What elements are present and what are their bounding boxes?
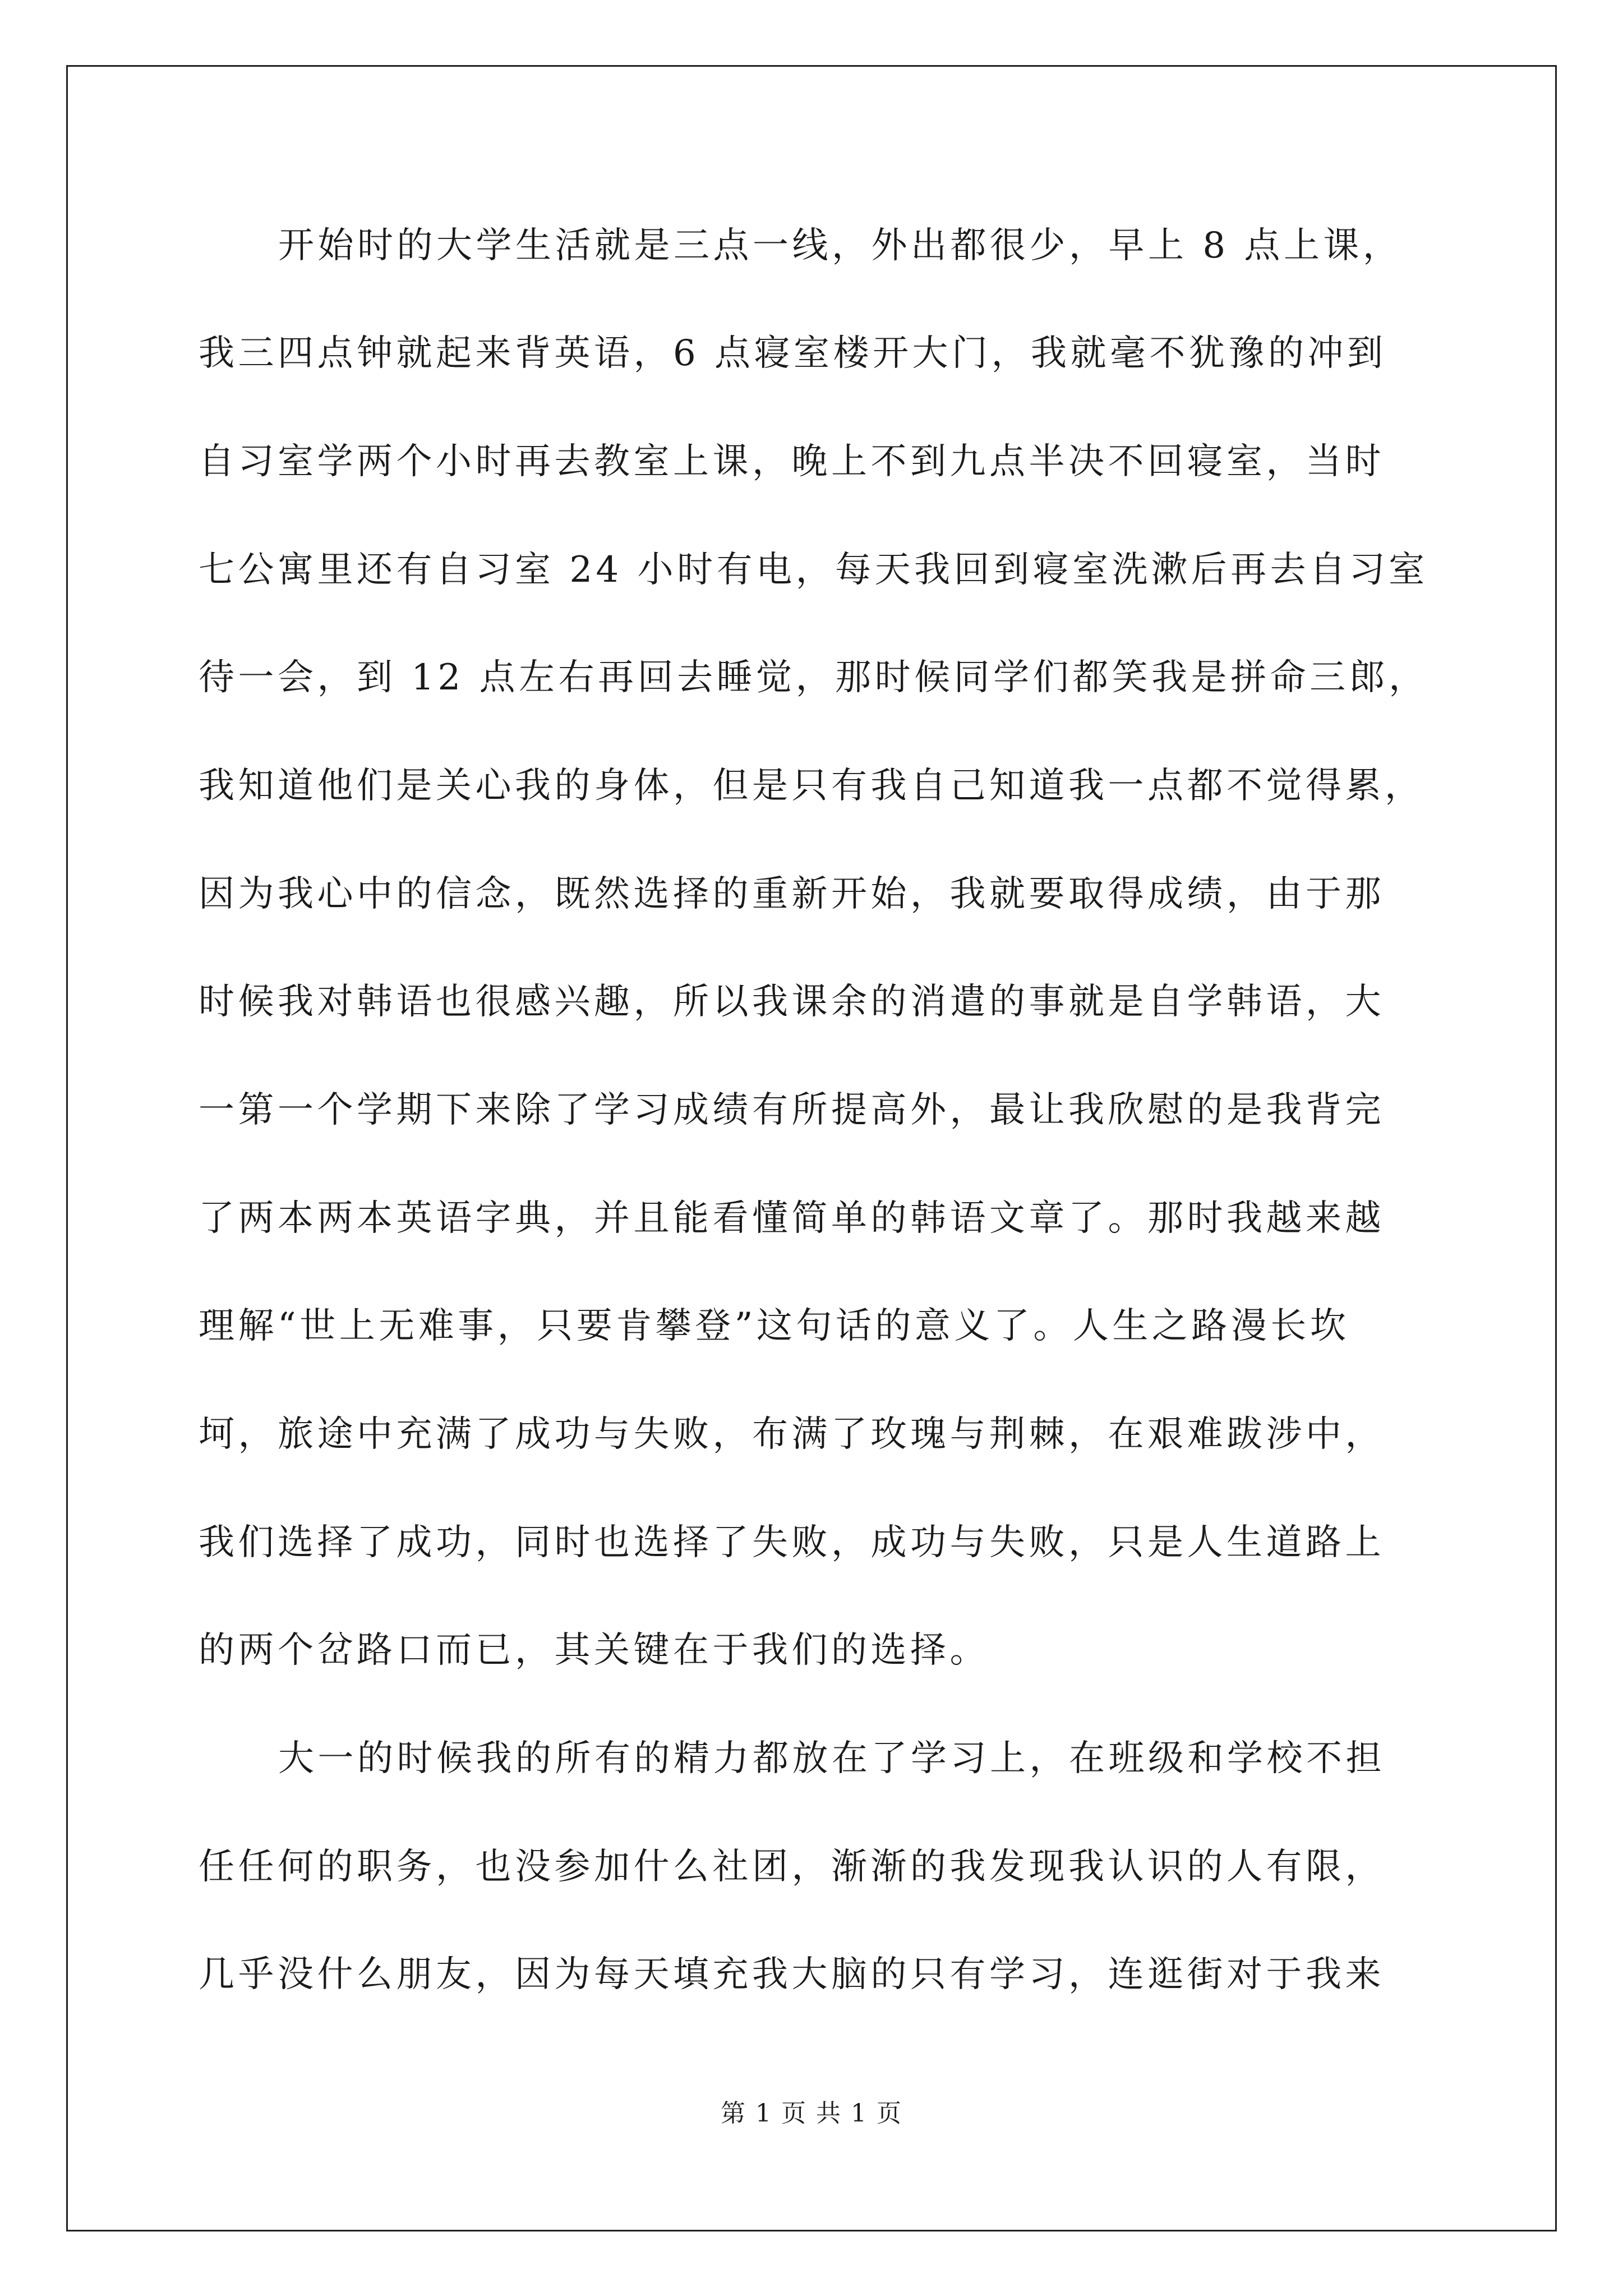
paragraph-1-line-1: 开始时的大学生活就是三点一线，外出都很少，早上 8 点上课， [278,225,1403,266]
paragraph-1-line-11: 理解“世上无难事，只要肯攀登”这句话的意义了。人生之路漫长坎 [199,1305,1350,1347]
paragraph-2-line-2: 任任何的职务，也没参加什么社团，渐渐的我发现我认识的人有限， [199,1846,1385,1888]
paragraph-1-line-5: 待一会，到 12 点左右再回去睡觉，那时候同学们都笑我是拼命三郎， [199,657,1428,698]
page-border [66,65,1557,2231]
paragraph-2-line-3: 几乎没什么朋友，因为每天填充我大脑的只有学习，连逛街对于我来 [199,1954,1385,1995]
page-footer: 第 1 页 共 1 页 [721,2099,902,2128]
paragraph-1-line-3: 自习室学两个小时再去教室上课，晚上不到九点半决不回寝室，当时 [199,441,1385,482]
paragraph-1-line-7: 因为我心中的信念，既然选择的重新开始，我就要取得成绩，由于那 [199,873,1385,915]
paragraph-1-line-2: 我三四点钟就起来背英语，6 点寝室楼开大门，我就毫不犹豫的冲到 [199,333,1387,374]
paragraph-1-line-8: 时候我对韩语也很感兴趣，所以我课余的消遣的事就是自学韩语，大 [199,981,1385,1023]
paragraph-1-line-4: 七公寓里还有自习室 24 小时有电，每天我回到寝室洗漱后再去自习室 [199,549,1428,591]
paragraph-1-line-6: 我知道他们是关心我的身体，但是只有我自己知道我一点都不觉得累， [199,765,1424,807]
paragraph-1-line-12: 坷，旅途中充满了成功与失败，布满了玫瑰与荆棘，在艰难跋涉中， [199,1414,1385,1455]
paragraph-1-line-13: 我们选择了成功，同时也选择了失败，成功与失败，只是人生道路上 [199,1522,1385,1563]
paragraph-2-line-1: 大一的时候我的所有的精力都放在了学习上，在班级和学校不担 [278,1738,1385,1779]
paragraph-1-line-14: 的两个岔路口而已，其关键在于我们的选择。 [199,1630,989,1671]
paragraph-1-line-10: 了两本两本英语字典，并且能看懂简单的韩语文章了。那时我越来越 [199,1198,1385,1239]
paragraph-1-line-9: 一第一个学期下来除了学习成绩有所提高外，最让我欣慰的是我背完 [199,1089,1385,1131]
